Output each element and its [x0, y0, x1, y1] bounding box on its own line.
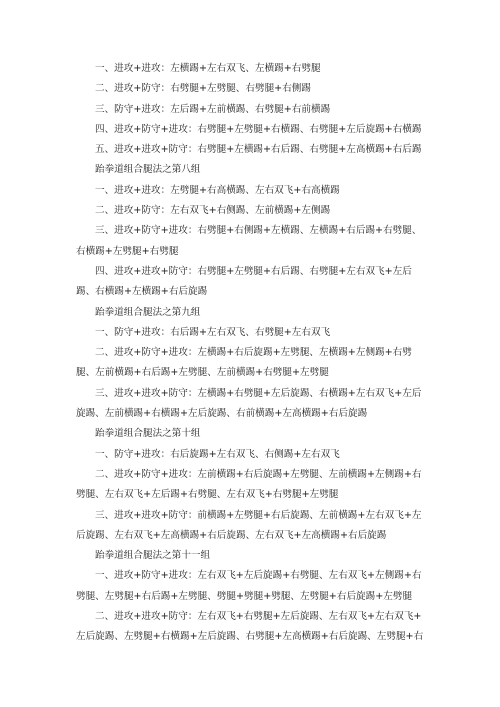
text-line: 一、防守+进攻：右后踢+左右双飞、右劈腿+左右双飞 — [95, 326, 331, 338]
text-line: 劈腿、左劈腿+右后踢+左劈腿、劈腿+劈腿+劈腿、左劈腿+右后旋踢+左劈腿 — [76, 590, 413, 602]
text-line: 二、进攻+进攻+防守：左右双飞+右劈腿+左后旋踢、左右双飞+左右双飞+ — [95, 611, 422, 623]
text-line: 二、进攻+防守+进攻：左前横踢+右后旋踢+左劈腿、左前横踢+左侧踢+右 — [95, 468, 422, 480]
text-line: 劈腿、左右双飞+左后踢+右劈腿、左右双飞+右劈腿+左劈腿 — [76, 489, 339, 501]
section-heading: 跆拳道组合腿法之第十组 — [95, 428, 201, 440]
text-line: 三、进攻+进攻+防守：前横踢+左劈腿+右后旋踢、左前横踢+左右双飞+左 — [95, 509, 422, 521]
text-line: 右横踢+左劈腿+右劈腿 — [76, 245, 179, 257]
text-line: 五、进攻+进攻+防守：右劈腿+左横踢+右后踢、右劈腿+左高横踢+右后踢 — [95, 144, 422, 156]
text-line: 三、进攻+进攻+防守：左横踢+右劈腿+左后旋踢、右横踢+左右双飞+左后 — [95, 387, 422, 399]
text-line: 踢、右横踢+左横踢+右后旋踢 — [76, 286, 208, 298]
section-heading: 跆拳道组合腿法之第十一组 — [95, 550, 211, 562]
section-heading: 跆拳道组合腿法之第八组 — [95, 164, 201, 176]
text-line: 二、进攻+防守：左右双飞+右侧踢、左前横踢+左侧踢 — [95, 205, 331, 217]
text-line: 腿、左前横踢+右后踢+左劈腿、左前横踢+右劈腿+左劈腿 — [76, 367, 329, 379]
text-line: 二、进攻+防守：右劈腿+左劈腿、右劈腿+右侧踢 — [95, 83, 311, 95]
text-line: 三、防守+进攻：左后踢+左前横踢、右劈腿+右前横踢 — [95, 103, 331, 115]
text-line: 一、防守+进攻：右后旋踢+左右双飞、右侧踢+左右双飞 — [95, 448, 340, 460]
text-line: 一、进攻+进攻：左横踢+左右双飞、左横踢+右劈腿 — [95, 63, 321, 74]
document-body — [76, 59, 430, 648]
text-line: 四、进攻+防守+进攻：右劈腿+左劈腿+右横踢、右劈腿+左后旋踢+右横踢 — [95, 123, 422, 135]
text-line: 后旋踢、左右双飞+左高横踢+右后旋踢、左右双飞+左高横踢+右后旋踢 — [76, 529, 387, 541]
text-line: 左后旋踢、左劈腿+右横踢+左后旋踢、右劈腿+左高横踢+右后旋踢、左劈腿+右 — [76, 631, 424, 643]
text-line: 旋踢、左前横踢+右横踢+左后旋踢、右前横踢+左高横踢+右后旋踢 — [76, 408, 368, 420]
text-line: 三、进攻+防守+进攻：右劈腿+右侧踢+左横踢、左横踢+右后踢+右劈腿、 — [95, 225, 422, 237]
text-line: 二、进攻+防守+进攻：左横踢+右后旋踢+左劈腿、左横踢+左侧踢+右劈 — [95, 347, 412, 359]
text-line: 一、进攻+进攻：左劈腿+右高横踢、左右双飞+右高横踢 — [95, 184, 340, 196]
text-line: 四、进攻+进攻+防守：右劈腿+左劈腿+右后踢、右劈腿+左右双飞+左后 — [95, 265, 412, 277]
section-heading: 跆拳道组合腿法之第九组 — [95, 306, 201, 318]
text-line: 一、进攻+防守+进攻：左右双飞+左后旋踢+右劈腿、左右双飞+左侧踢+右 — [95, 570, 422, 582]
